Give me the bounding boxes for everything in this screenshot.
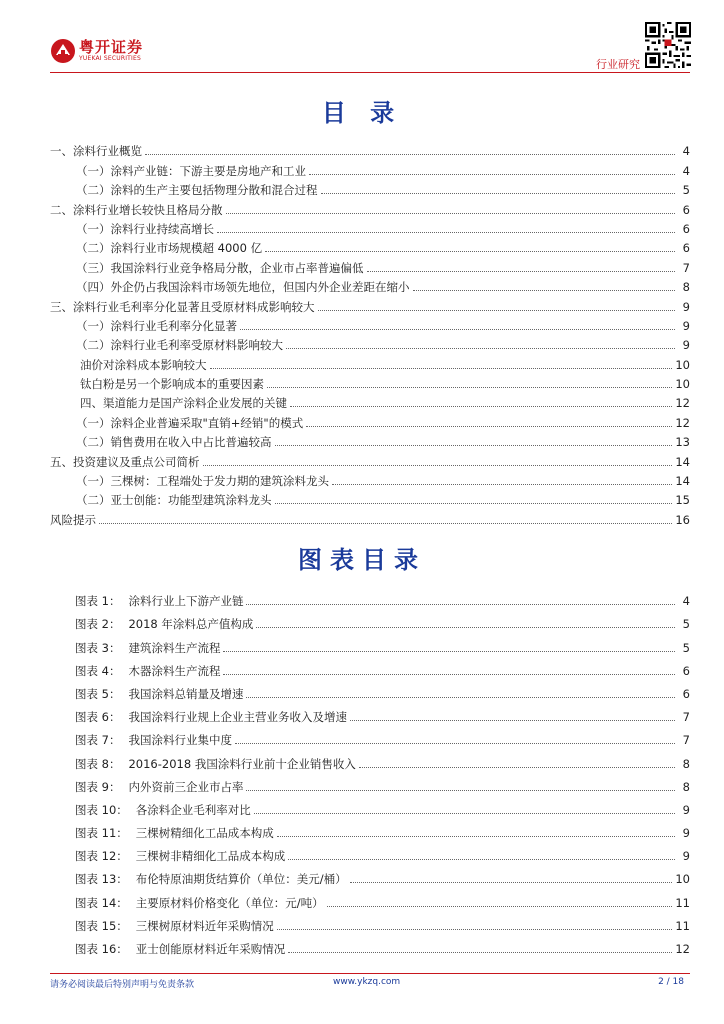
dot-leader <box>210 367 673 369</box>
dot-leader <box>327 905 673 907</box>
figure-entry-label: 亚士创能原材料近年采购情况 <box>135 942 286 956</box>
dot-leader <box>145 153 675 155</box>
dot-leader <box>246 789 675 791</box>
footer-divider <box>50 973 690 974</box>
toc-entry[interactable] <box>50 333 690 352</box>
figure-entry-label: 木器涂料生产流程 <box>128 663 221 678</box>
figure-entry-number: 图表 11： <box>75 826 128 841</box>
figure-entry-label: 主要原材料价格变化（单位：元/吨） <box>135 895 324 910</box>
toc-entry-page: 9 <box>682 318 690 333</box>
figure-entry-page: 8 <box>682 779 690 794</box>
dot-leader <box>265 250 675 252</box>
toc-title: 目 录 <box>321 99 403 127</box>
disclaimer-link[interactable]: 请务必阅读最后特别声明与免责条款 <box>50 980 195 990</box>
figure-entry-label: 涂料行业上下游产业链 <box>128 594 244 609</box>
dot-leader <box>217 231 675 233</box>
figure-entry[interactable] <box>50 655 690 678</box>
toc-entry-label: 钛白粉是另一个影响成本的重要因素 <box>80 377 264 392</box>
dot-leader <box>275 444 673 446</box>
toc-entry-page: 6 <box>682 241 690 256</box>
figure-entry-page: 6 <box>682 663 690 678</box>
dot-leader <box>226 212 676 214</box>
figure-entry[interactable] <box>50 933 690 956</box>
toc-entry-label: （一）涂料行业持续高增长 <box>76 221 214 236</box>
qr-code-icon <box>645 22 691 68</box>
toc-entry-page: 10 <box>675 357 690 372</box>
figure-entry-number: 图表 15： <box>75 918 128 933</box>
toc-entry-page: 9 <box>682 299 690 314</box>
toc-entry-page: 4 <box>682 144 690 159</box>
figure-entry-number: 图表 10： <box>75 802 128 817</box>
toc-entry[interactable] <box>50 372 690 391</box>
dot-leader <box>275 502 673 504</box>
toc-entry-page: 13 <box>675 435 690 450</box>
dot-leader <box>306 425 672 427</box>
toc-entry[interactable] <box>50 158 690 177</box>
toc-entry[interactable] <box>50 469 690 488</box>
figure-entry-label: 我国涂料行业规上企业主营业务收入及增速 <box>128 710 347 725</box>
toc-entry-label: （二）销售费用在收入中占比普遍较高 <box>76 435 272 450</box>
dot-leader <box>367 270 676 272</box>
page-indicator: 2 / 18 <box>658 977 684 987</box>
figure-entry[interactable] <box>50 585 690 608</box>
brand-name-cn: 粤开证券 <box>79 38 144 56</box>
figure-entry[interactable] <box>50 840 690 863</box>
figure-entry-label: 2018 年涂料总产值构成 <box>128 617 254 632</box>
dot-leader <box>350 881 673 883</box>
figure-entry[interactable] <box>50 771 690 794</box>
toc-entry-page: 7 <box>682 260 690 275</box>
toc-entry-label: 四、渠道能力是国产涂料企业发展的关键 <box>80 396 287 411</box>
toc-entry[interactable] <box>50 391 690 410</box>
toc-entry[interactable] <box>50 236 690 255</box>
dot-leader <box>288 858 675 860</box>
figure-entry-label: 我国涂料行业集中度 <box>128 733 232 748</box>
dot-leader <box>350 719 675 721</box>
figure-entry-number: 图表 13： <box>75 872 128 887</box>
dot-leader <box>277 835 675 837</box>
figure-entry-label: 我国涂料总销量及增速 <box>128 686 244 701</box>
figure-entry-page: 5 <box>682 617 690 632</box>
page-footer <box>50 977 690 993</box>
figure-entry[interactable] <box>50 747 690 770</box>
toc-entry-label: （四）外企仍占我国涂料市场领先地位，但国内外企业差距在缩小 <box>76 280 410 295</box>
figure-list <box>50 585 690 956</box>
dot-leader <box>223 650 675 652</box>
figure-entry-number: 图表 7： <box>75 733 121 748</box>
toc-entry-page: 4 <box>682 163 690 178</box>
dot-leader <box>235 742 675 744</box>
figure-entry-label: 三棵树非精细化工品成本构成 <box>135 849 286 864</box>
figure-entry-label: 2016-2018 我国涂料行业前十企业销售收入 <box>128 756 356 771</box>
brand-name-en: YUEKAI SECURITIES <box>79 55 142 62</box>
toc-entry-page: 15 <box>675 493 690 508</box>
figure-entry-page: 6 <box>682 686 690 701</box>
toc-entry[interactable] <box>50 178 690 197</box>
toc-entry-label: （一）涂料产业链：下游主要是房地产和工业 <box>76 163 306 178</box>
figure-entry-label: 内外资前三企业市占率 <box>128 779 244 794</box>
figure-entry[interactable] <box>50 863 690 886</box>
toc-entry[interactable] <box>50 275 690 294</box>
toc-entry-label: （二）涂料行业市场规模超 4000 亿 <box>76 241 263 256</box>
figure-entry-page: 7 <box>682 733 690 748</box>
website-link[interactable]: www.ykzq.com <box>333 977 401 987</box>
toc-entry[interactable] <box>50 488 690 507</box>
dot-leader <box>246 696 675 698</box>
figure-entry-page: 4 <box>682 594 690 609</box>
dot-leader <box>99 522 672 524</box>
toc-entry-page: 6 <box>682 221 690 236</box>
dot-leader <box>309 173 675 175</box>
figure-entry-page: 10 <box>675 872 690 887</box>
figure-entry-number: 图表 2： <box>75 617 121 632</box>
company-logo <box>50 38 143 64</box>
figure-entry-page: 5 <box>682 640 690 655</box>
toc-list <box>50 139 690 527</box>
figure-entry[interactable] <box>50 794 690 817</box>
figure-entry-number: 图表 16： <box>75 942 128 956</box>
toc-entry-label: 油价对涂料成本影响较大 <box>80 357 207 372</box>
toc-entry[interactable] <box>50 255 690 274</box>
toc-entry-page: 6 <box>682 202 690 217</box>
figure-entry-label: 三棵树原材料近年采购情况 <box>135 918 274 933</box>
dot-leader <box>321 192 676 194</box>
toc-entry[interactable] <box>50 507 690 526</box>
header-divider <box>50 72 690 73</box>
toc-entry-label: （一）涂料企业普遍采取"直销+经销"的模式 <box>76 415 304 430</box>
figure-list-title: 图表目录 <box>298 546 426 574</box>
toc-entry-label: 三、涂料行业毛利率分化显著且受原材料成影响较大 <box>50 299 315 314</box>
figure-entry[interactable] <box>50 608 690 631</box>
toc-entry-label: 风险提示 <box>50 512 96 527</box>
figure-entry-page: 9 <box>682 802 690 817</box>
dot-leader <box>267 386 672 388</box>
dot-leader <box>288 951 672 953</box>
toc-entry-label: （一）三棵树：工程端处于发力期的建筑涂料龙头 <box>76 474 329 489</box>
toc-entry[interactable] <box>50 217 690 236</box>
dot-leader <box>286 347 675 349</box>
figure-entry-number: 图表 9： <box>75 779 121 794</box>
dot-leader <box>277 928 673 930</box>
toc-entry-label: （一）涂料行业毛利率分化显著 <box>76 318 237 333</box>
toc-entry-label: 二、涂料行业增长较快且格局分散 <box>50 202 223 217</box>
toc-entry[interactable] <box>50 430 690 449</box>
dot-leader <box>246 603 675 605</box>
toc-entry-page: 5 <box>682 183 690 198</box>
toc-entry-label: 一、涂料行业概览 <box>50 144 142 159</box>
dot-leader <box>290 405 672 407</box>
dot-leader <box>359 766 675 768</box>
figure-entry-label: 建筑涂料生产流程 <box>128 640 221 655</box>
toc-entry-page: 9 <box>682 338 690 353</box>
toc-entry-label: （二）涂料行业毛利率受原材料影响较大 <box>76 338 283 353</box>
toc-entry-label: （三）我国涂料行业竞争格局分散，企业市占率普遍偏低 <box>76 260 364 275</box>
toc-entry[interactable] <box>50 449 690 468</box>
dot-leader <box>318 309 676 311</box>
figure-entry-label: 各涂料企业毛利率对比 <box>135 802 251 817</box>
figure-entry-number: 图表 1： <box>75 594 121 609</box>
yuekai-logo-icon <box>50 38 76 64</box>
figure-entry-number: 图表 8： <box>75 756 121 771</box>
toc-entry-page: 10 <box>675 377 690 392</box>
figure-entry[interactable] <box>50 886 690 909</box>
dot-leader <box>240 328 675 330</box>
toc-entry-page: 12 <box>675 415 690 430</box>
figure-entry-number: 图表 5： <box>75 686 121 701</box>
toc-entry-page: 14 <box>675 474 690 489</box>
figure-entry-number: 图表 14： <box>75 895 128 910</box>
dot-leader <box>223 673 675 675</box>
toc-entry[interactable] <box>50 294 690 313</box>
toc-entry-label: 五、投资建议及重点公司简析 <box>50 454 200 469</box>
section-tag: 行业研究 <box>596 58 640 71</box>
toc-entry-label: （二）涂料的生产主要包括物理分散和混合过程 <box>76 183 318 198</box>
figure-entry-number: 图表 4： <box>75 663 121 678</box>
figure-entry-page: 9 <box>682 849 690 864</box>
toc-entry[interactable] <box>50 139 690 158</box>
figure-entry[interactable] <box>50 678 690 701</box>
figure-entry-page: 11 <box>675 918 690 933</box>
toc-entry[interactable] <box>50 314 690 333</box>
figure-entry-label: 布伦特原油期货结算价（单位：美元/桶） <box>135 872 347 887</box>
figure-entry-page: 8 <box>682 756 690 771</box>
figure-entry-number: 图表 6： <box>75 710 121 725</box>
toc-entry-page: 8 <box>682 280 690 295</box>
dot-leader <box>256 626 675 628</box>
figure-entry[interactable] <box>50 817 690 840</box>
toc-entry-label: （二）亚士创能：功能型建筑涂料龙头 <box>76 493 272 508</box>
figure-entry-number: 图表 12： <box>75 849 128 864</box>
figure-entry-page: 9 <box>682 826 690 841</box>
dot-leader <box>332 483 672 485</box>
figure-entry-page: 11 <box>675 895 690 910</box>
toc-entry[interactable] <box>50 197 690 216</box>
figure-entry-page: 12 <box>675 942 690 956</box>
figure-entry[interactable] <box>50 724 690 747</box>
page-header <box>0 0 724 80</box>
figure-entry[interactable] <box>50 910 690 933</box>
toc-entry[interactable] <box>50 352 690 371</box>
toc-entry[interactable] <box>50 410 690 429</box>
toc-entry-page: 12 <box>675 396 690 411</box>
dot-leader <box>254 812 675 814</box>
dot-leader <box>203 464 673 466</box>
figure-entry-label: 三棵树精细化工品成本构成 <box>135 826 274 841</box>
figure-entry[interactable] <box>50 631 690 654</box>
dot-leader <box>413 289 676 291</box>
toc-entry-page: 16 <box>675 512 690 527</box>
figure-entry-page: 7 <box>682 710 690 725</box>
figure-entry[interactable] <box>50 701 690 724</box>
toc-entry-page: 14 <box>675 454 690 469</box>
figure-entry-number: 图表 3： <box>75 640 121 655</box>
